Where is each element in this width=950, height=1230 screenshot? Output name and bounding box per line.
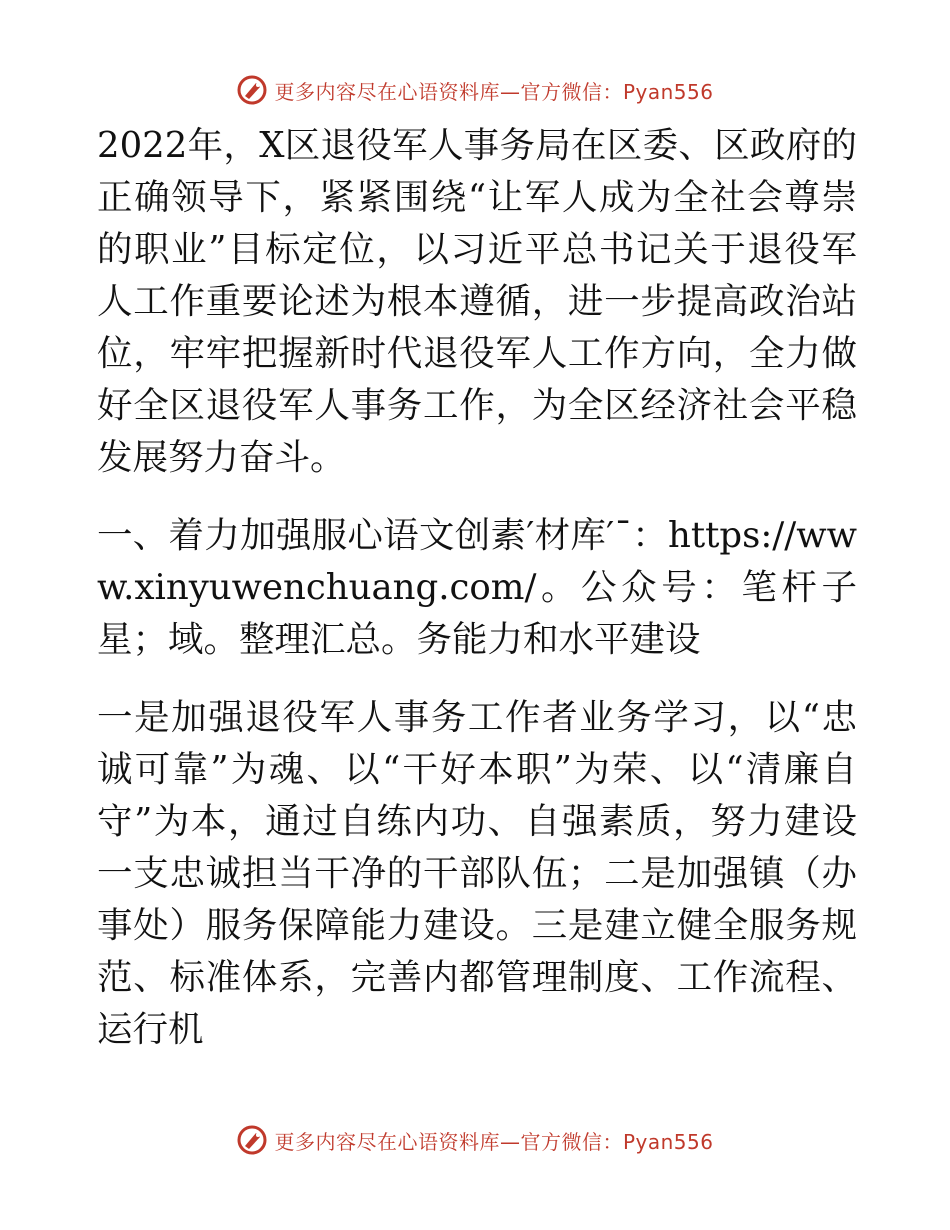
document-body xyxy=(97,120,857,1056)
paragraph-section-one-heading: 一、着力加强服心语文创素′材库′¯：https://www.xinyuwenchuang.com/。公众号：笔杆子星；域。整理汇总。务能力和水平建设 xyxy=(97,515,857,660)
header-watermark xyxy=(0,70,950,110)
brand-logo-icon xyxy=(236,74,268,106)
watermark-text: 更多内容尽在心语资料库—官方微信：Pyan556 xyxy=(274,1129,714,1154)
watermark-text: 更多内容尽在心语资料库—官方微信：Pyan556 xyxy=(274,79,714,104)
paragraph-intro: 2022年，X区退役军人事务局在区委、区政府的正确领导下，紧紧围绕“让军人成为全社会尊崇的职业”目标定位，以习近平总书记关于退役军人工作重要论述为根本遵循，进一步提高政治站位，牢牢把握新时代退役军人工作方向，全力做好全区退役军人事务工作，为全区经济社会平稳发展努力奋斗。 xyxy=(97,125,857,478)
brand-logo-icon xyxy=(236,1124,268,1156)
paragraph-section-one-body: 一是加强退役军人事务工作者业务学习，以“忠诚可靠”为魂、以“干好本职”为荣、以“清廉自守”为本，通过自练内功、自强素质，努力建设一支忠诚担当干净的干部队伍；二是加强镇（办事处）服务保障能力建设。三是建立健全服务规范、标准体系，完善内都管理制度、工作流程、运行机 xyxy=(97,697,857,1050)
footer-watermark xyxy=(0,1120,950,1160)
